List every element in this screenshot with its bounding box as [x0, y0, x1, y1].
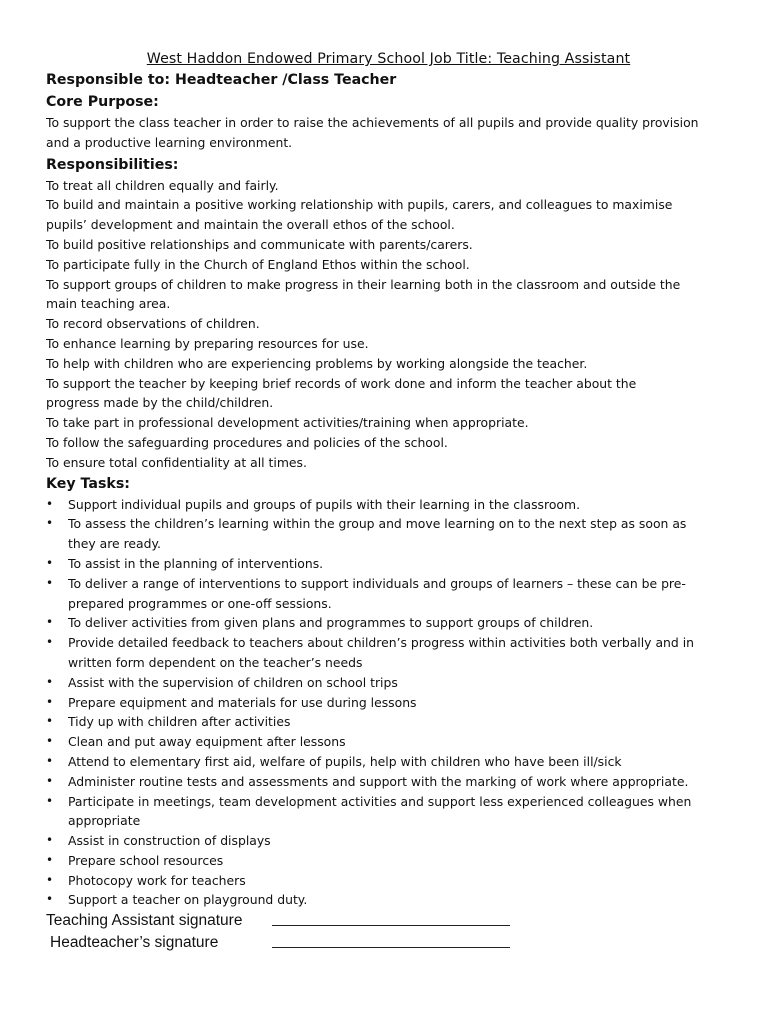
responsibility-line: To ensure total confidentiality at all times. [46, 454, 307, 470]
ta-signature-line[interactable] [272, 911, 510, 926]
key-task-text: Administer routine tests and assessments and support with the marking of work where appropriate. [68, 773, 689, 789]
key-task-text: Support individual pupils and groups of pupils with their learning in the classroom. [68, 496, 581, 512]
key-task-text: Photocopy work for teachers [68, 872, 246, 888]
key-task-item [46, 693, 731, 713]
key-tasks-heading: Key Tasks: [46, 475, 130, 492]
key-task-item [46, 831, 731, 851]
signature-block [46, 910, 731, 954]
responsibility-line: main teaching area. [46, 296, 171, 312]
key-tasks-list [46, 495, 731, 911]
key-task-item [46, 613, 731, 633]
core-purpose-heading: Core Purpose: [46, 94, 159, 110]
responsibility-line: To enhance learning by preparing resources for use. [46, 335, 369, 351]
key-task-text: To assess the children’s learning within the group and move learning on to the next step as soon as [68, 516, 687, 532]
core-purpose-text [46, 113, 731, 153]
key-task-text: prepared programmes or one-off sessions. [68, 595, 332, 611]
responsibility-line: To build and maintain a positive working relationship with pupils, carers, and colleagues to maximise [46, 197, 673, 213]
responsibility-line: To build positive relationships and communicate with parents/carers. [46, 236, 473, 252]
key-task-text: Assist in construction of displays [68, 833, 271, 849]
responsibilities-heading: Responsibilities: [46, 156, 179, 173]
key-task-text: To deliver a range of interventions to support individuals and groups of learners – these can be pre- [68, 575, 686, 591]
document-page [46, 50, 731, 954]
key-task-item [46, 792, 731, 832]
key-task-text: they are ready. [68, 536, 161, 552]
responsibility-line: progress made by the child/children. [46, 395, 274, 411]
key-task-text: Prepare equipment and materials for use during lessons [68, 694, 417, 710]
key-task-text: Tidy up with children after activities [68, 714, 291, 730]
responsibility-line: To participate fully in the Church of England Ethos within the school. [46, 256, 470, 272]
key-task-item [46, 554, 731, 574]
responsible-to: Responsible to: Headteacher /Class Teacher [46, 72, 397, 88]
responsibility-line: To treat all children equally and fairly. [46, 177, 279, 193]
core-purpose-line: and a productive learning environment. [46, 134, 293, 150]
key-task-item [46, 772, 731, 792]
key-task-text: written form dependent on the teacher’s needs [68, 654, 363, 670]
responsibilities-text [46, 176, 731, 473]
key-task-item [46, 871, 731, 891]
responsibility-line: pupils’ development and maintain the overall ethos of the school. [46, 217, 455, 233]
head-signature-label: Headteacher’s signature [50, 934, 219, 952]
responsibility-line: To record observations of children. [46, 316, 260, 332]
key-task-item [46, 732, 731, 752]
head-signature-row [46, 932, 731, 954]
key-task-item [46, 673, 731, 693]
key-task-text: Clean and put away equipment after lessons [68, 734, 346, 750]
key-task-text: Participate in meetings, team development activities and support less experienced colleagues when [68, 793, 692, 809]
key-task-text: To deliver activities from given plans and programmes to support groups of children. [68, 615, 594, 631]
key-task-item [46, 574, 731, 614]
key-task-item [46, 633, 731, 673]
key-task-text: Prepare school resources [68, 852, 224, 868]
key-task-item [46, 851, 731, 871]
key-task-item [46, 752, 731, 772]
core-purpose-line: To support the class teacher in order to raise the achievements of all pupils and provide quality provision [46, 115, 699, 130]
ta-signature-row [46, 910, 731, 932]
key-task-item [46, 495, 731, 515]
responsibility-line: To support groups of children to make progress in their learning both in the classroom and outside the [46, 276, 681, 292]
ta-signature-label: Teaching Assistant signature [46, 912, 243, 930]
document-title: West Haddon Endowed Primary School Job Title: Teaching Assistant [146, 51, 631, 67]
key-task-text: Assist with the supervision of children on school trips [68, 674, 398, 690]
key-task-item [46, 514, 731, 554]
key-task-text: appropriate [68, 813, 141, 829]
key-task-text: Attend to elementary first aid, welfare of pupils, help with children who have been ill/sick [68, 753, 622, 769]
key-task-text: To assist in the planning of interventions. [68, 555, 324, 571]
key-task-text: Support a teacher on playground duty. [68, 892, 308, 908]
key-task-item [46, 890, 731, 910]
responsibility-line: To take part in professional development activities/training when appropriate. [46, 415, 529, 431]
key-task-item [46, 712, 731, 732]
responsibility-line: To follow the safeguarding procedures and policies of the school. [46, 434, 448, 450]
responsibility-line: To help with children who are experiencing problems by working alongside the teacher. [46, 355, 588, 371]
key-task-text: Provide detailed feedback to teachers about children’s progress within activities both verbally and in [68, 635, 694, 651]
responsibility-line: To support the teacher by keeping brief records of work done and inform the teacher about the [46, 375, 637, 391]
head-signature-line[interactable] [272, 933, 510, 948]
